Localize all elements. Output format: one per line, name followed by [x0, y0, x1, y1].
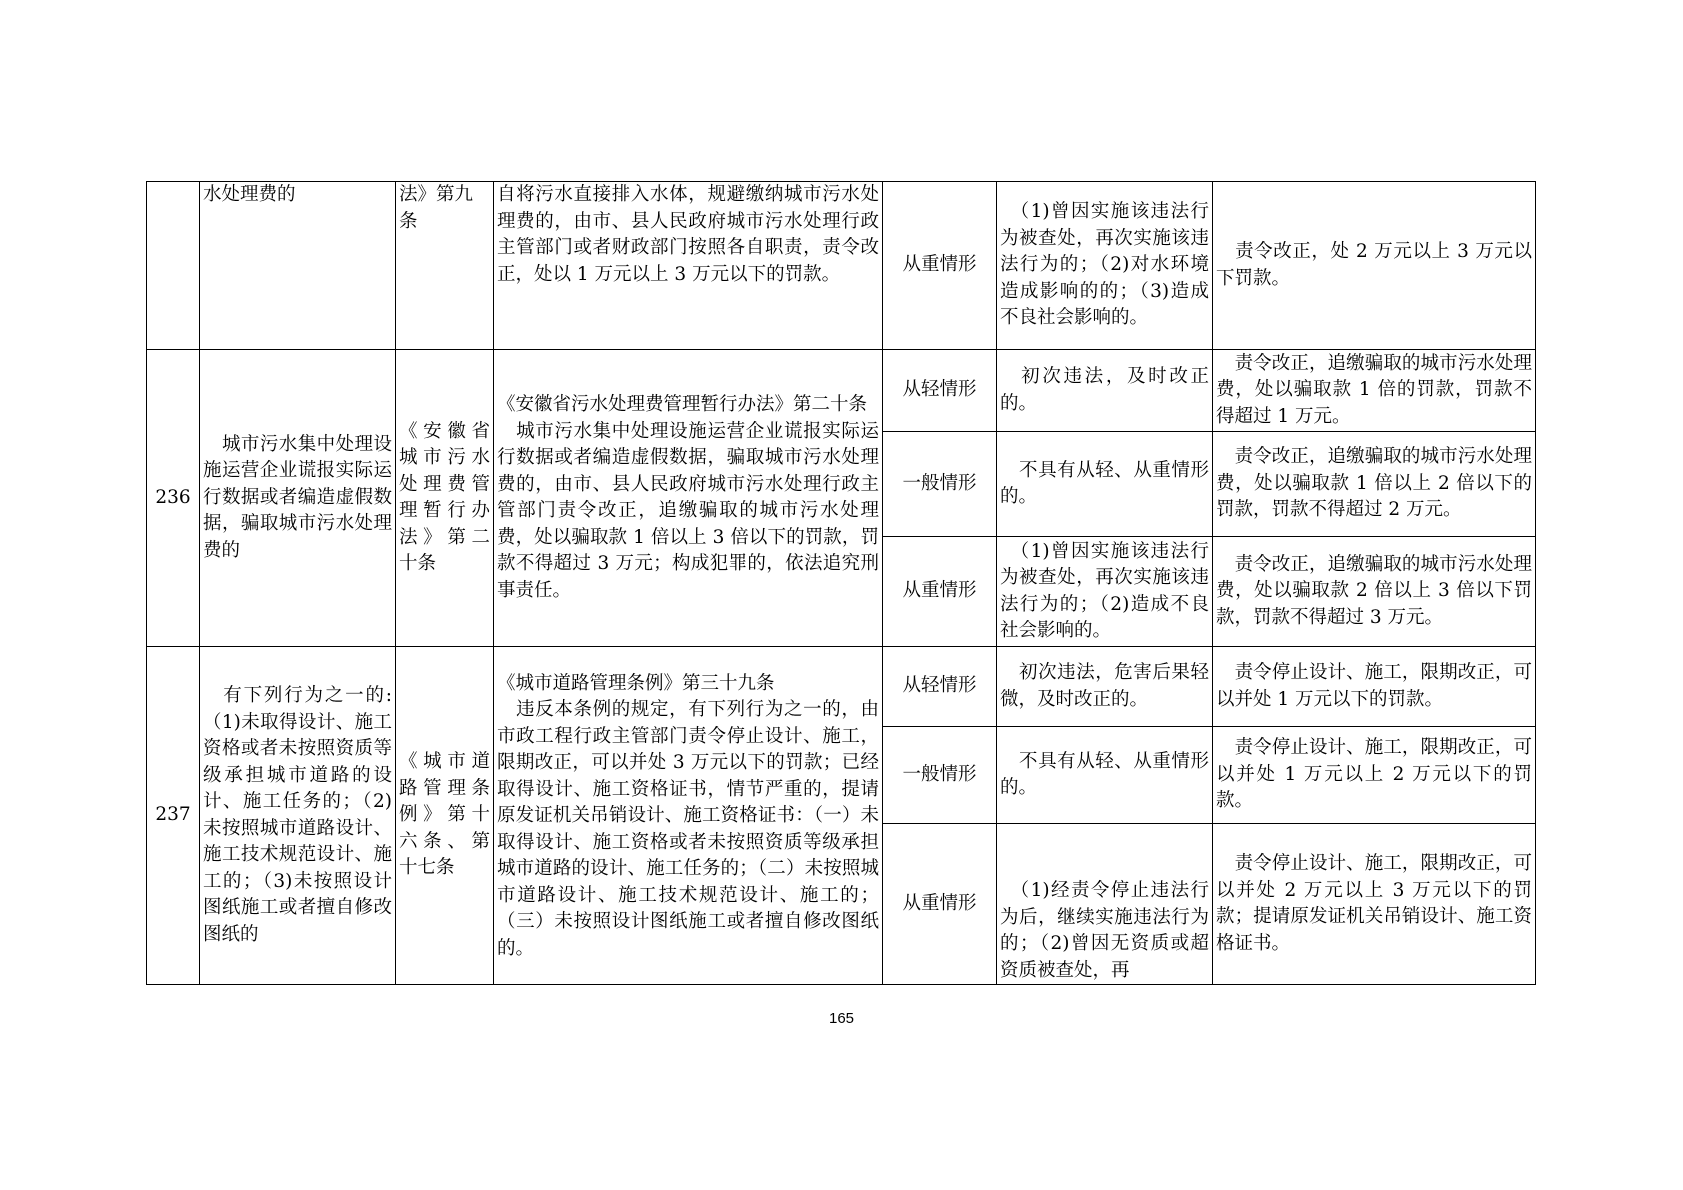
- page-number: 165: [828, 1010, 855, 1027]
- discretion-level-cell: 从重情形: [883, 824, 997, 985]
- penalty-provision-cell: 《安徽省污水处理费管理暂行办法》第二十条 城市污水集中处理设施运营企业谎报实际运行数据或者编造虚假数据，骗取城市污水处理费的，由市、县人民政府城市污水处理行政主管部门责令改正，追缴骗取的城市污水处理费，处以骗取款 1 倍以上 3 倍以下的罚款，罚款不得超过 3 万元；构成犯罪的，依法追究刑事责任。: [494, 350, 883, 647]
- discretion-level-cell: 从重情形: [883, 182, 997, 350]
- discretion-level-cell: 一般情形: [883, 432, 997, 537]
- penalty-standard-cell: 责令停止设计、施工，限期改正，可以并处 2 万元以上 3 万元以下的罚款；提请原发证机关吊销设计、施工资格证书。: [1213, 824, 1536, 985]
- violation-behavior-cell: 城市污水集中处理设施运营企业谎报实际运行数据或者编造虚假数据，骗取城市污水处理费的: [200, 350, 396, 647]
- applicable-condition-cell: （1)经责令停止违法行为后，继续实施违法行为的；（2)曾因无资质或超资质被查处，再: [997, 824, 1213, 985]
- violation-behavior-cell: 有下列行为之一的:（1)未取得设计、施工资格或者未按照资质等级承担城市道路的设计、施工任务的；（2)未按照城市道路设计、施工技术规范设计、施工的；（3)未按照设计图纸施工或者擅自修改图纸的: [200, 647, 396, 985]
- penalty-standard-cell: 责令停止设计、施工，限期改正，可以并处 1 万元以下的罚款。: [1213, 647, 1536, 727]
- legal-basis-cell: 《城市道路管理条例》第十六条、第十七条: [396, 647, 494, 985]
- discretion-level-cell: 一般情形: [883, 727, 997, 824]
- discretion-level-cell: 从轻情形: [883, 350, 997, 432]
- item-number-cell: 236: [147, 350, 200, 647]
- applicable-condition-cell: （1)曾因实施该违法行为被查处，再次实施该违法行为的；（2)对水环境造成影响的的；（3)造成不良社会影响的。: [997, 182, 1213, 350]
- applicable-condition-cell: 初次违法，危害后果轻微，及时改正的。: [997, 647, 1213, 727]
- penalty-standard-cell: 责令改正，追缴骗取的城市污水处理费，处以骗取款 1 倍的罚款，罚款不得超过 1 万元。: [1213, 350, 1536, 432]
- violation-behavior-cell: 水处理费的: [200, 182, 396, 350]
- discretion-level-cell: 从重情形: [883, 537, 997, 647]
- table-row: [147, 350, 1536, 432]
- penalty-provision-cell: 自将污水直接排入水体，规避缴纳城市污水处理费的，由市、县人民政府城市污水处理行政主管部门或者财政部门按照各自职责，责令改正，处以 1 万元以上 3 万元以下的罚款。: [494, 182, 883, 350]
- applicable-condition-cell: 初次违法，及时改正的。: [997, 350, 1213, 432]
- legal-basis-cell: 《安徽省城市污水处理费管理暂行办法》第二十条: [396, 350, 494, 647]
- penalty-standard-cell: 责令停止设计、施工，限期改正，可以并处 1 万元以上 2 万元以下的罚款。: [1213, 727, 1536, 824]
- applicable-condition-cell: 不具有从轻、从重情形的。: [997, 432, 1213, 537]
- applicable-condition-cell: （1)曾因实施该违法行为被查处，再次实施该违法行为的；（2)造成不良社会影响的。: [997, 537, 1213, 647]
- item-number-cell: [147, 182, 200, 350]
- applicable-condition-cell: 不具有从轻、从重情形的。: [997, 727, 1213, 824]
- table-row: [147, 647, 1536, 727]
- penalty-provision-cell: 《城市道路管理条例》第三十九条 违反本条例的规定，有下列行为之一的，由市政工程行政主管部门责令停止设计、施工，限期改正，可以并处 3 万元以下的罚款；已经取得设计、施工资格证书，情节严重的，提请原发证机关吊销设计、施工资格证书：（一）未取得设计、施工资格或者未按照资质等级承担城市道路的设计、施工任务的；（二）未按照城市道路设计、施工技术规范设计、施工的；（三）未按照设计图纸施工或者擅自修改图纸的。: [494, 647, 883, 985]
- item-number-cell: 237: [147, 647, 200, 985]
- penalty-standard-cell: 责令改正，处 2 万元以上 3 万元以下罚款。: [1213, 182, 1536, 350]
- penalty-standard-cell: 责令改正，追缴骗取的城市污水处理费，处以骗取款 2 倍以上 3 倍以下罚款，罚款不得超过 3 万元。: [1213, 537, 1536, 647]
- legal-basis-cell: 法》第九 条: [396, 182, 494, 350]
- table-row: [147, 182, 1536, 350]
- penalty-standard-table: [146, 181, 1536, 985]
- discretion-level-cell: 从轻情形: [883, 647, 997, 727]
- penalty-standard-cell: 责令改正，追缴骗取的城市污水处理费，处以骗取款 1 倍以上 2 倍以下的罚款，罚款不得超过 2 万元。: [1213, 432, 1536, 537]
